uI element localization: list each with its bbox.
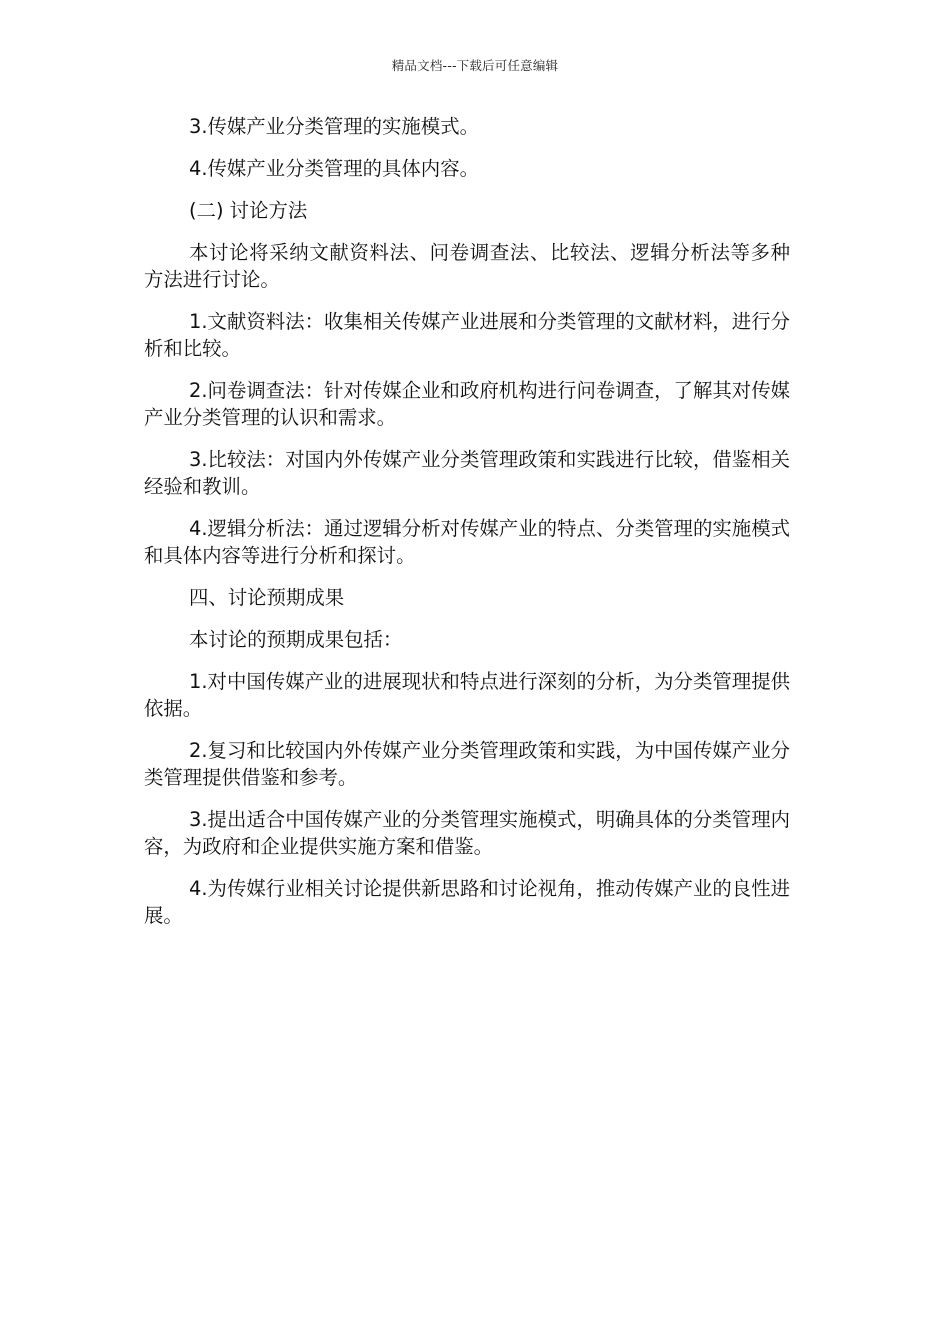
paragraph-method-questionnaire: 2.问卷调查法：针对传媒企业和政府机构进行问卷调查，了解其对传媒产业分类管理的认识和需求。 <box>144 379 790 429</box>
paragraph-specific-content: 4.传媒产业分类管理的具体内容。 <box>189 157 479 180</box>
paragraph-method-logic: 4.逻辑分析法：通过逻辑分析对传媒产业的特点、分类管理的实施模式和具体内容等进行分析和探讨。 <box>144 517 790 567</box>
page-header: 精品文档---下载后可任意编辑 <box>391 58 559 73</box>
paragraph-methods-intro: 本讨论将采纳文献资料法、问卷调查法、比较法、逻辑分析法等多种方法进行讨论。 <box>144 241 790 291</box>
paragraph-result-2: 2.复习和比较国内外传媒产业分类管理政策和实践，为中国传媒产业分类管理提供借鉴和参考。 <box>144 739 790 789</box>
paragraph-result-1: 1.对中国传媒产业的进展现状和特点进行深刻的分析，为分类管理提供依据。 <box>144 670 790 720</box>
paragraph-method-literature: 1.文献资料法：收集相关传媒产业进展和分类管理的文献材料，进行分析和比较。 <box>144 310 790 360</box>
paragraph-result-4: 4.为传媒行业相关讨论提供新思路和讨论视角，推动传媒产业的良性进展。 <box>144 877 790 927</box>
paragraph-result-3: 3.提出适合中国传媒产业的分类管理实施模式，明确具体的分类管理内容，为政府和企业提供实施方案和借鉴。 <box>144 808 790 858</box>
section-heading-expected-results: 四、讨论预期成果 <box>189 586 345 609</box>
section-heading-methods: (二) 讨论方法 <box>189 199 308 222</box>
paragraph-results-intro: 本讨论的预期成果包括： <box>189 628 403 651</box>
paragraph-method-comparison: 3.比较法：对国内外传媒产业分类管理政策和实践进行比较，借鉴相关经验和教训。 <box>144 448 790 498</box>
document-body <box>144 113 790 944</box>
paragraph-implementation-mode: 3.传媒产业分类管理的实施模式。 <box>189 115 479 138</box>
